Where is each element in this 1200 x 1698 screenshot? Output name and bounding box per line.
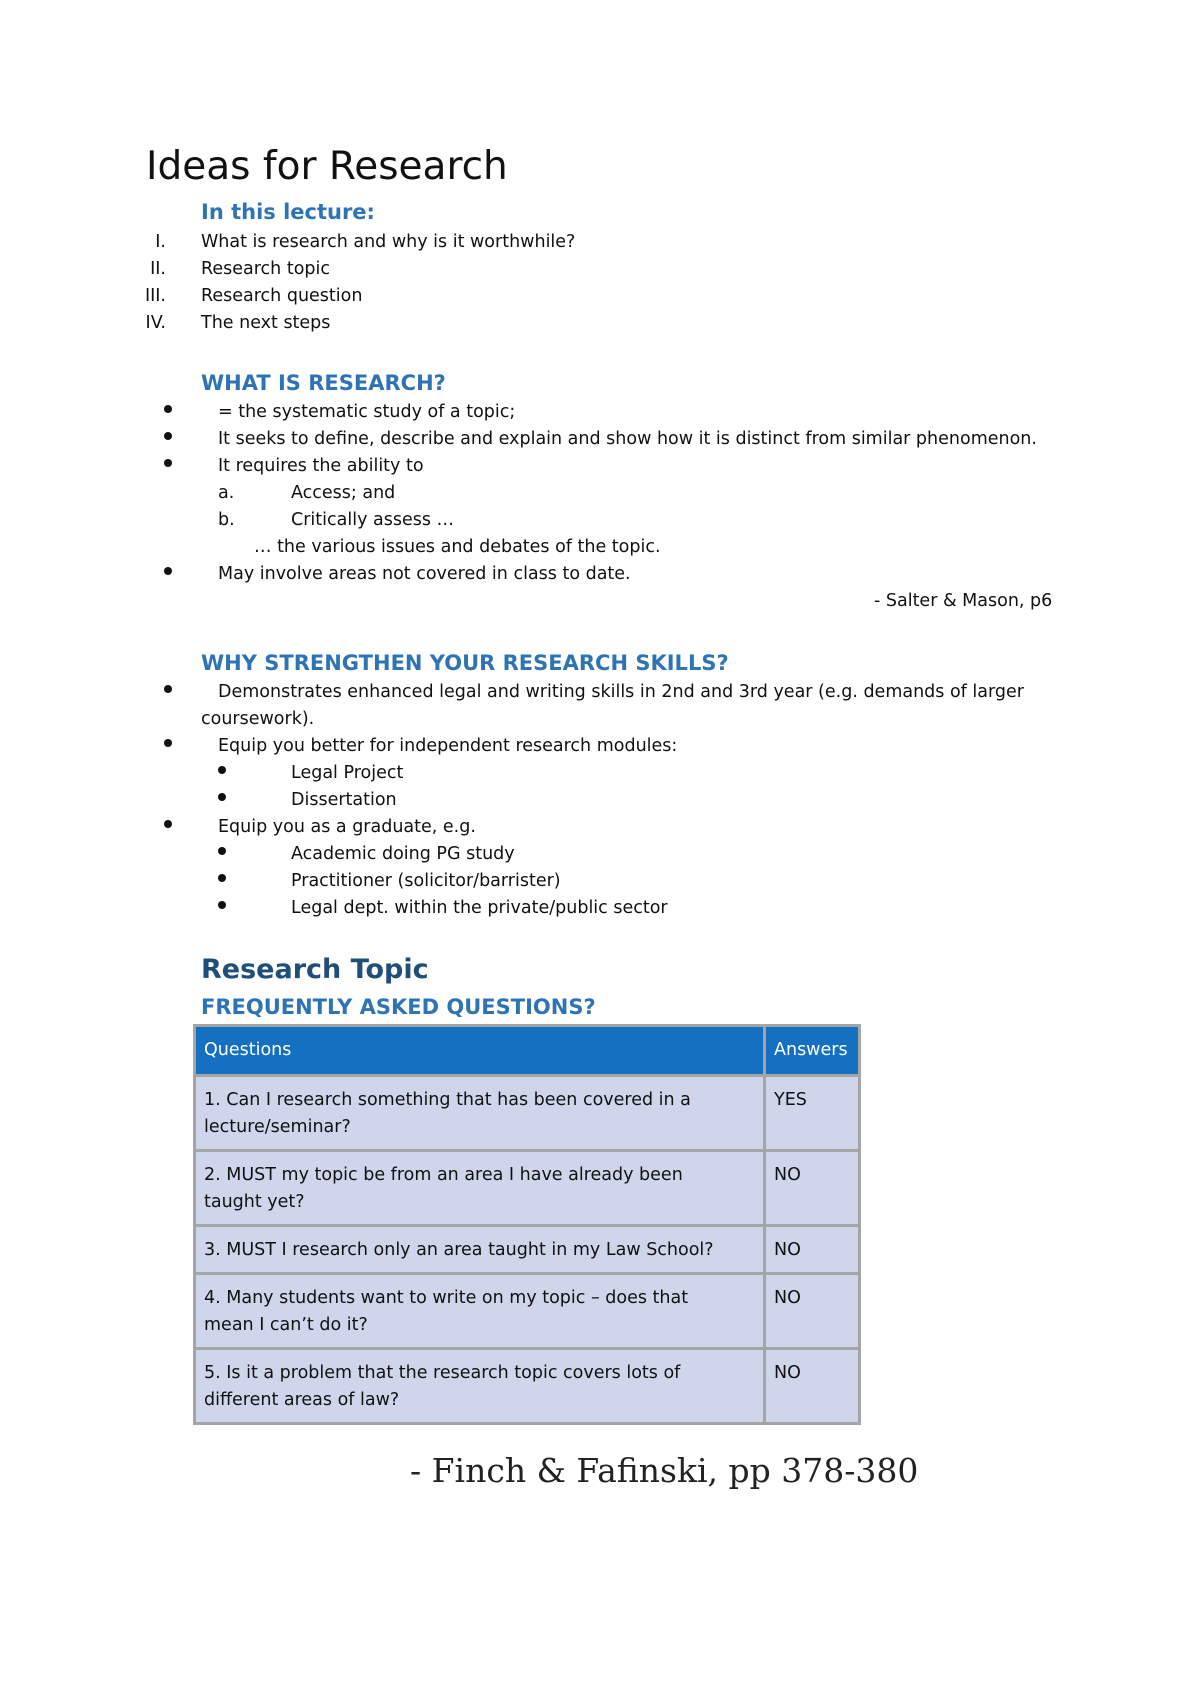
faq-answer-cell: NO bbox=[765, 1226, 860, 1274]
what-is-bullet-4: May involve areas not covered in class to date. bbox=[218, 564, 631, 584]
faq-answer-cell: YES bbox=[765, 1076, 860, 1151]
bullet-icon bbox=[218, 766, 226, 774]
why-bullet-2-sub-1: Legal Project bbox=[291, 763, 404, 783]
why-bullet-1-cont: coursework). bbox=[201, 709, 315, 729]
table-row bbox=[195, 1349, 860, 1424]
faq-question-cell bbox=[195, 1076, 765, 1151]
what-is-research-heading: WHAT IS RESEARCH? bbox=[201, 371, 446, 395]
bullet-icon bbox=[218, 847, 226, 855]
lecture-item-4: The next steps bbox=[201, 313, 331, 333]
faq-header-questions: Questions bbox=[195, 1026, 765, 1076]
bullet-icon bbox=[164, 567, 172, 575]
lecture-item-1: What is research and why is it worthwhile? bbox=[201, 232, 576, 252]
why-bullet-3: Equip you as a graduate, e.g. bbox=[218, 817, 476, 837]
faq-question-line: different areas of law? bbox=[204, 1390, 400, 1410]
what-is-bullet-1: = the systematic study of a topic; bbox=[218, 402, 516, 422]
faq-question-cell bbox=[195, 1226, 765, 1274]
bullet-icon bbox=[218, 901, 226, 909]
faq-answer-cell: NO bbox=[765, 1151, 860, 1226]
what-is-sub-b-num: b. bbox=[218, 510, 235, 530]
faq-header-row bbox=[195, 1026, 860, 1076]
bullet-icon bbox=[218, 793, 226, 801]
faq-table bbox=[193, 1024, 861, 1425]
what-is-continuation: … the various issues and debates of the topic. bbox=[254, 537, 661, 557]
what-is-sub-a: Access; and bbox=[291, 483, 396, 503]
why-bullet-3-sub-2: Practitioner (solicitor/barrister) bbox=[291, 871, 561, 891]
faq-question-cell bbox=[195, 1349, 765, 1424]
faq-question-line: taught yet? bbox=[204, 1192, 305, 1212]
table-row bbox=[195, 1226, 860, 1274]
what-is-sub-b: Critically assess … bbox=[291, 510, 455, 530]
faq-question-line: 5. Is it a problem that the research topic covers lots of bbox=[204, 1363, 681, 1383]
bullet-icon bbox=[164, 432, 172, 440]
what-is-bullet-2: It seeks to define, describe and explain and show how it is distinct from similar phenomenon. bbox=[218, 429, 1037, 449]
research-topic-heading: Research Topic bbox=[201, 954, 429, 985]
faq-header-answers: Answers bbox=[765, 1026, 860, 1076]
table-row bbox=[195, 1274, 860, 1349]
faq-question-line: mean I can’t do it? bbox=[204, 1315, 368, 1335]
why-bullet-1: Demonstrates enhanced legal and writing skills in 2nd and 3rd year (e.g. demands of larger bbox=[218, 682, 1024, 702]
why-heading: WHY STRENGTHEN YOUR RESEARCH SKILLS? bbox=[201, 651, 729, 675]
faq-question-cell bbox=[195, 1274, 765, 1349]
why-bullet-3-sub-3: Legal dept. within the private/public sector bbox=[291, 898, 668, 918]
what-is-source: - Salter & Mason, p6 bbox=[874, 591, 1053, 611]
lecture-item-num-4: IV. bbox=[145, 313, 166, 333]
faq-question-line: 3. MUST I research only an area taught in my Law School? bbox=[204, 1240, 714, 1260]
what-is-bullet-3: It requires the ability to bbox=[218, 456, 424, 476]
faq-heading: FREQUENTLY ASKED QUESTIONS? bbox=[201, 995, 596, 1019]
what-is-sub-a-num: a. bbox=[218, 483, 235, 503]
bullet-icon bbox=[164, 739, 172, 747]
lecture-item-num-2: II. bbox=[150, 259, 166, 279]
lecture-item-2: Research topic bbox=[201, 259, 330, 279]
lecture-item-num-3: III. bbox=[144, 286, 166, 306]
why-bullet-3-sub-1: Academic doing PG study bbox=[291, 844, 515, 864]
faq-question-cell bbox=[195, 1151, 765, 1226]
faq-answer-cell: NO bbox=[765, 1274, 860, 1349]
bullet-icon bbox=[164, 685, 172, 693]
faq-question-line: 2. MUST my topic be from an area I have already been bbox=[204, 1165, 683, 1185]
table-row bbox=[195, 1151, 860, 1226]
bullet-icon bbox=[164, 459, 172, 467]
faq-question-line: 1. Can I research something that has been covered in a bbox=[204, 1090, 691, 1110]
faq-question-line: lecture/seminar? bbox=[204, 1117, 351, 1137]
table-row bbox=[195, 1076, 860, 1151]
bullet-icon bbox=[164, 405, 172, 413]
lecture-item-num-1: I. bbox=[155, 232, 166, 252]
why-bullet-2-sub-2: Dissertation bbox=[291, 790, 397, 810]
faq-answer-cell: NO bbox=[765, 1349, 860, 1424]
why-bullet-2: Equip you better for independent research modules: bbox=[218, 736, 678, 756]
bullet-icon bbox=[164, 820, 172, 828]
lecture-item-3: Research question bbox=[201, 286, 363, 306]
page-title: Ideas for Research bbox=[146, 144, 508, 189]
lecture-heading: In this lecture: bbox=[201, 200, 375, 224]
faq-question-line: 4. Many students want to write on my topic – does that bbox=[204, 1288, 689, 1308]
citation: - Finch & Fafinski, pp 378-380 bbox=[410, 1451, 919, 1490]
bullet-icon bbox=[218, 874, 226, 882]
